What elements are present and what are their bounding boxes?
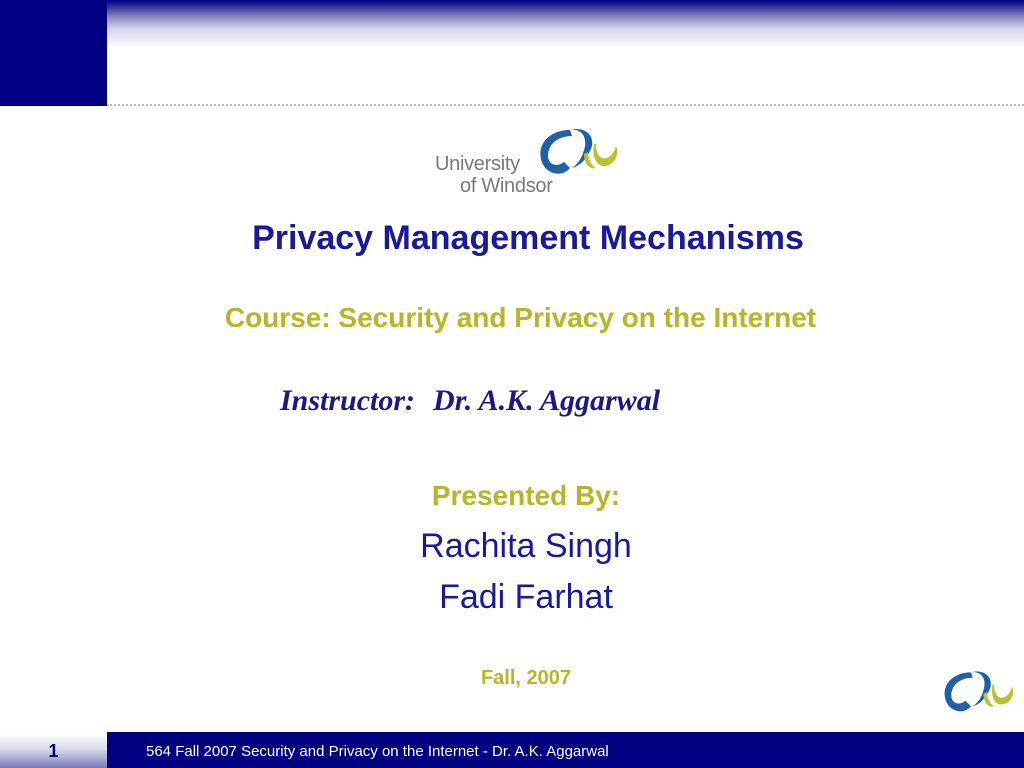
small-logo-wave-icon xyxy=(938,667,1020,717)
instructor-label: Instructor: xyxy=(280,384,416,417)
slide-title: Privacy Management Mechanisms xyxy=(252,219,804,257)
logo-wave-icon xyxy=(536,124,622,180)
instructor-name: Dr. A.K. Aggarwal xyxy=(433,384,661,417)
course-subtitle: Course: Security and Privacy on the Internet xyxy=(224,302,817,333)
presented-by-label: Presented By: xyxy=(431,480,621,511)
corner-block xyxy=(0,0,107,106)
instructor-line xyxy=(280,384,660,418)
logo-wordmark-line2: of Windsor xyxy=(460,175,553,197)
slide-number: 1 xyxy=(48,741,59,761)
presentation-date: Fall, 2007 xyxy=(480,667,572,689)
university-logo xyxy=(432,124,622,200)
top-gradient-band xyxy=(107,0,1024,48)
presenter-name: Fadi Farhat xyxy=(439,578,613,616)
presenter-name: Rachita Singh xyxy=(420,527,632,565)
footer-text: 564 Fall 2007 Security and Privacy on the Internet - Dr. A.K. Aggarwal xyxy=(146,743,609,760)
logo-wordmark-line1: University xyxy=(435,153,520,175)
header-divider xyxy=(107,104,1024,106)
